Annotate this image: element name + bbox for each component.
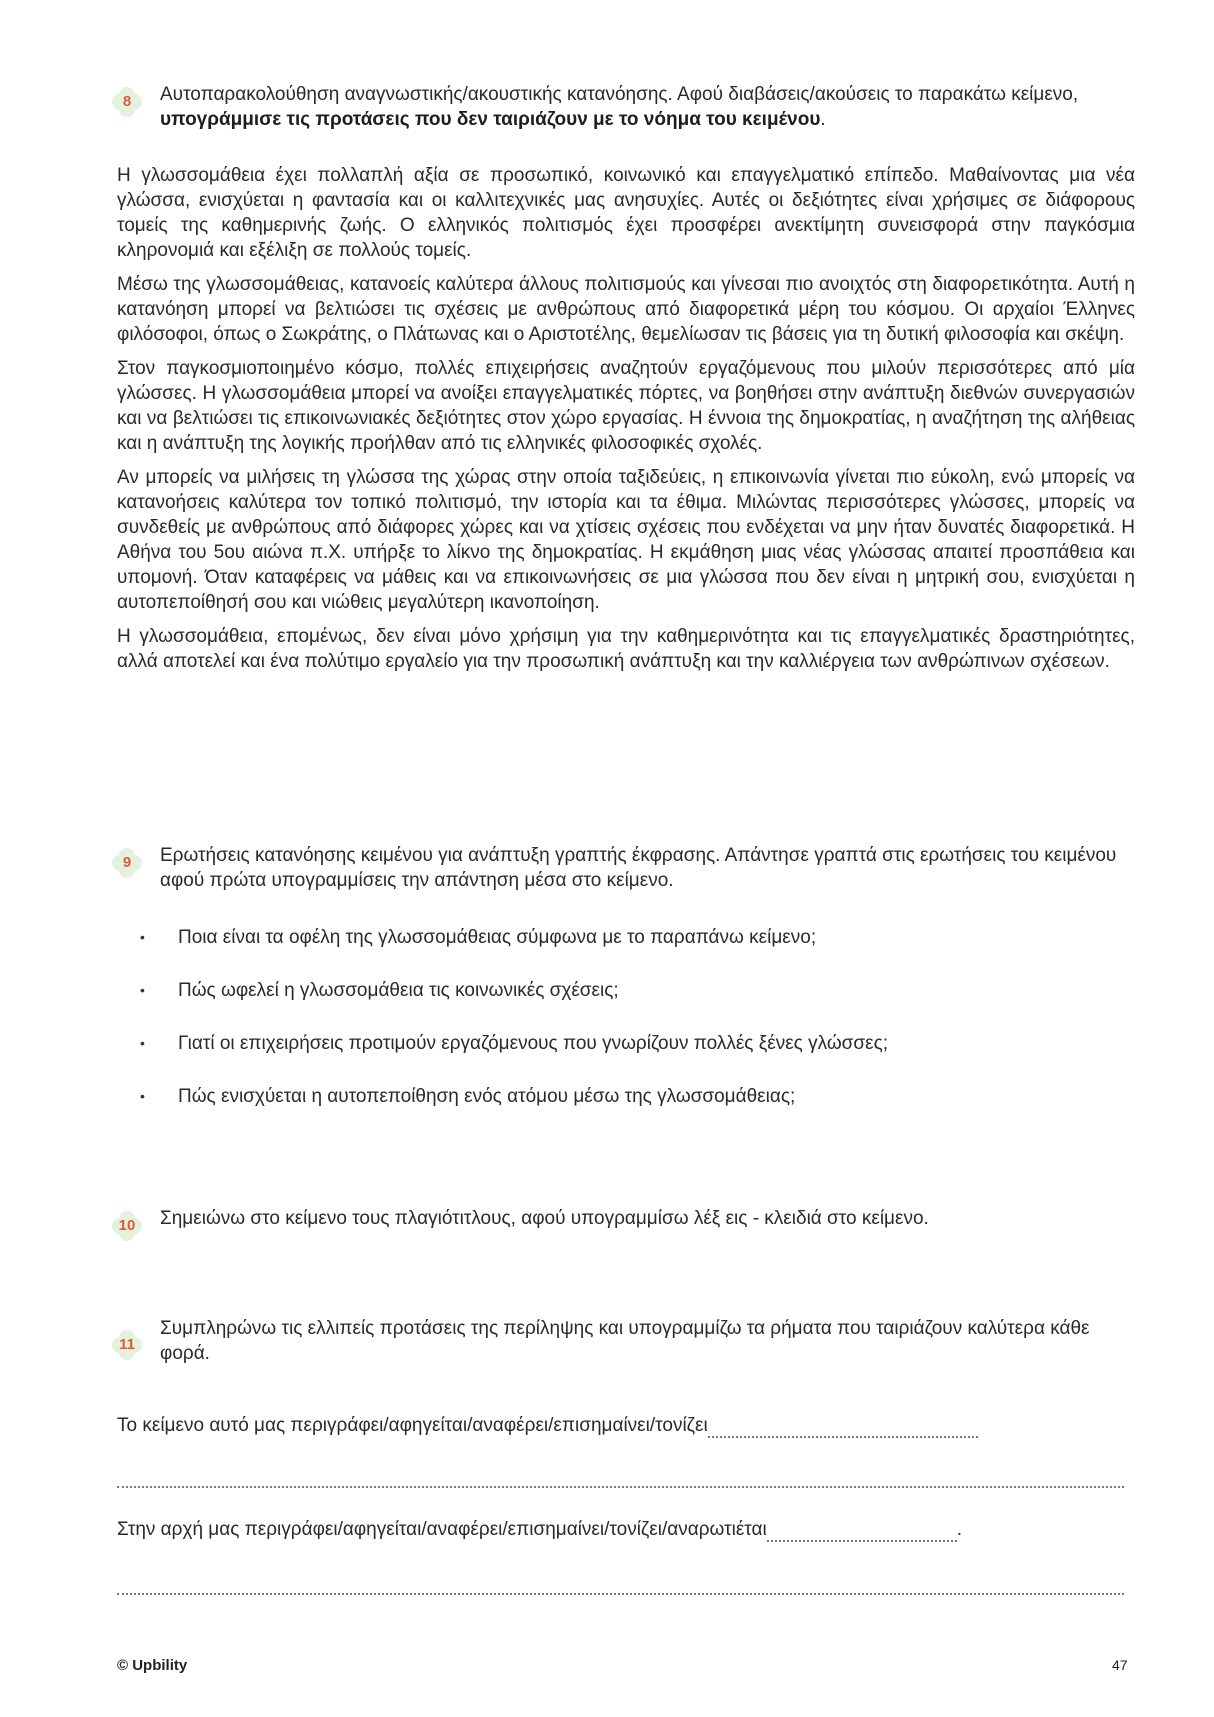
task-instruction: Αυτοπαρακολούθηση αναγνωστικής/ακουστικής κατανόησης. Αφού διαβάσεις/ακούσεις το παρακάτω κείμενο, υπογράμμισε τις προτάσεις που δεν ταιριάζουν με το νόημα του κειμένου. (160, 84, 1079, 130)
list-item: • Ποια είναι τα οφέλη της γλωσσομάθειας σύμφωνα με το παραπάνω κείμενο; (140, 927, 817, 948)
publisher-credit: © Upbility (117, 1657, 188, 1674)
task-number: 9 (122, 854, 132, 871)
bullet-icon: • (140, 1088, 145, 1104)
task-number: 8 (122, 93, 132, 110)
bullet-icon: • (140, 982, 145, 998)
task-number: 10 (118, 1217, 136, 1234)
answer-blank[interactable] (767, 1522, 957, 1542)
list-item: • Πώς ενισχύεται η αυτοπεποίθηση ενός ατόμου μέσω της γλωσσομάθειας; (140, 1086, 796, 1107)
task-10 (112, 1206, 1132, 1241)
answer-blank[interactable] (117, 1468, 1124, 1488)
summary-line-blank (117, 1570, 1127, 1595)
task-instruction: Συμπληρώνω τις ελλιπείς προτάσεις της περίληψης και υπογραμμίζω τα ρήματα που ταιριάζουν καλύτερα κάθε φορά. (160, 1318, 1090, 1364)
bullet-icon: • (140, 1035, 145, 1051)
task-instruction: Σημειώνω στο κείμενο τους πλαγιότιτλους, αφού υπογραμμίσω λέξ εις - κλειδιά στο κείμενο. (160, 1208, 929, 1229)
task-8 (112, 82, 1132, 132)
page-number: 47 (1112, 1657, 1128, 1673)
reading-passage (117, 163, 1135, 683)
task-instruction-emphasis: υπογράμμισε τις προτάσεις που δεν ταιριάζουν με το νόημα του κειμένου (160, 109, 821, 130)
task-number-badge (112, 848, 142, 878)
passage-paragraph: Η γλωσσομάθεια έχει πολλαπλή αξία σε προσωπικό, κοινωνικό και επαγγελματικό επίπεδο. Μαθαίνοντας μια νέα γλώσσα, ενισχύεται η φαντασία και οι καλλιτεχνικές μας ανησυχίες. Αυτές οι δεξιότητες είναι χρήσιμες σε διάφορους τομείς της καθημερινής ζωής. Ο ελληνικός πολιτισμός έχει προσφέρει ανεκτίμητη συνεισφορά στην παγκόσμια κληρονομιά και εξέλιξη σε πολλούς τομείς. (117, 165, 1135, 261)
summary-line-1 (117, 1413, 1127, 1438)
passage-paragraph: Στον παγκοσμιοποιημένο κόσμο, πολλές επιχειρήσεις αναζητούν εργαζόμενους που μιλούν περισσότερες από μία γλώσσες. Η γλωσσομάθεια μπορεί να ανοίξει επαγγελματικές πόρτες, να βοηθήσει στην ανάπτυξη διεθνών συνεργασιών και να βελτιώσει τις επικοινωνιακές δεξιότητες στον χώρο εργασίας. Η έννοια της δημοκρατίας, η αναζήτηση της αλήθειας και η ανάπτυξη της λογικής προήλθαν από τις ελληνικές φιλοσοφικές σχολές. (117, 358, 1135, 454)
passage-paragraph: Μέσω της γλωσσομάθειας, κατανοείς καλύτερα άλλους πολιτισμούς και γίνεσαι πιο ανοιχτός στη διαφορετικότητα. Αυτή η κατανόηση μπορεί να βελτιώσει τις σχέσεις με ανθρώπους από διαφορετικά μέρη του κόσμου. Οι αρχαίοι Έλληνες φιλόσοφοι, όπως ο Σωκράτης, ο Πλάτωνας και ο Αριστοτέλης, θεμελίωσαν τις βάσεις για τη δυτική φιλοσοφία και σκέψη. (117, 274, 1135, 345)
task-11 (112, 1316, 1132, 1366)
passage-paragraph: Αν μπορείς να μιλήσεις τη γλώσσα της χώρας στην οποία ταξιδεύεις, η επικοινωνία γίνεται πιο εύκολη, ενώ μπορείς να κατανοήσεις καλύτερα τον τοπικό πολιτισμό, την ιστορία και τα έθιμα. Μιλώντας περισσότερες γλώσσες, μπορείς να συνδεθείς με ανθρώπους από διάφορες χώρες και να χτίσεις σχέσεις που ενδέχεται να μην ήταν δυνατές διαφορετικά. Η Αθήνα του 5ου αιώνα π.Χ. υπήρξε το λίκνο της δημοκρατίας. Η εκμάθηση μιας νέας γλώσσας απαιτεί προσπάθεια και υπομονή. Όταν καταφέρεις να μάθεις και να επικοινωνήσεις σε μια γλώσσα που δεν είναι η μητρική σου, ενισχύεται η αυτοπεποίθησή σου και νιώθεις μεγαλύτερη ικανοποίηση. (117, 467, 1135, 613)
answer-blank[interactable] (117, 1575, 1124, 1595)
task-9 (112, 843, 1132, 893)
list-item: • Πώς ωφελεί η γλωσσομάθεια τις κοινωνικές σχέσεις; (140, 980, 619, 1001)
question-list (140, 925, 1120, 1137)
passage-paragraph: Η γλωσσομάθεια, επομένως, δεν είναι μόνο χρήσιμη για την καθημερινότητα και τις επαγγελματικές δραστηριότητες, αλλά αποτελεί και ένα πολύτιμο εργαλείο για την προσωπική ανάπτυξη και την καλλιέργεια των ανθρώπινων σχέσεων. (117, 626, 1135, 672)
answer-blank[interactable] (708, 1418, 978, 1438)
summary-prompt: Το κείμενο αυτό μας περιγράφει/αφηγείται/αναφέρει/επισημαίνει/τονίζει (117, 1415, 708, 1436)
task-number: 11 (119, 1336, 135, 1353)
summary-line-blank (117, 1463, 1127, 1488)
task-number-badge (112, 87, 142, 117)
summary-prompt: Στην αρχή μας περιγράφει/αφηγείται/αναφέρει/επισημαίνει/τονίζει/αναρωτιέται (117, 1519, 767, 1540)
task-number-badge (112, 1211, 142, 1241)
bullet-icon: • (140, 929, 145, 945)
task-instruction: Ερωτήσεις κατανόησης κειμένου για ανάπτυξη γραπτής έκφρασης. Απάντησε γραπτά στις ερωτήσεις του κειμένου αφού πρώτα υπογραμμίσεις την απάντηση μέσα στο κείμενο. (160, 845, 1117, 891)
list-item: • Γιατί οι επιχειρήσεις προτιμούν εργαζόμενους που γνωρίζουν πολλές ξένες γλώσσες; (140, 1033, 889, 1054)
task-number-badge (112, 1330, 142, 1360)
summary-line-2: Στην αρχή μας περιγράφει/αφηγείται/αναφέρει/επισημαίνει/τονίζει/αναρωτιέται . (117, 1519, 963, 1540)
